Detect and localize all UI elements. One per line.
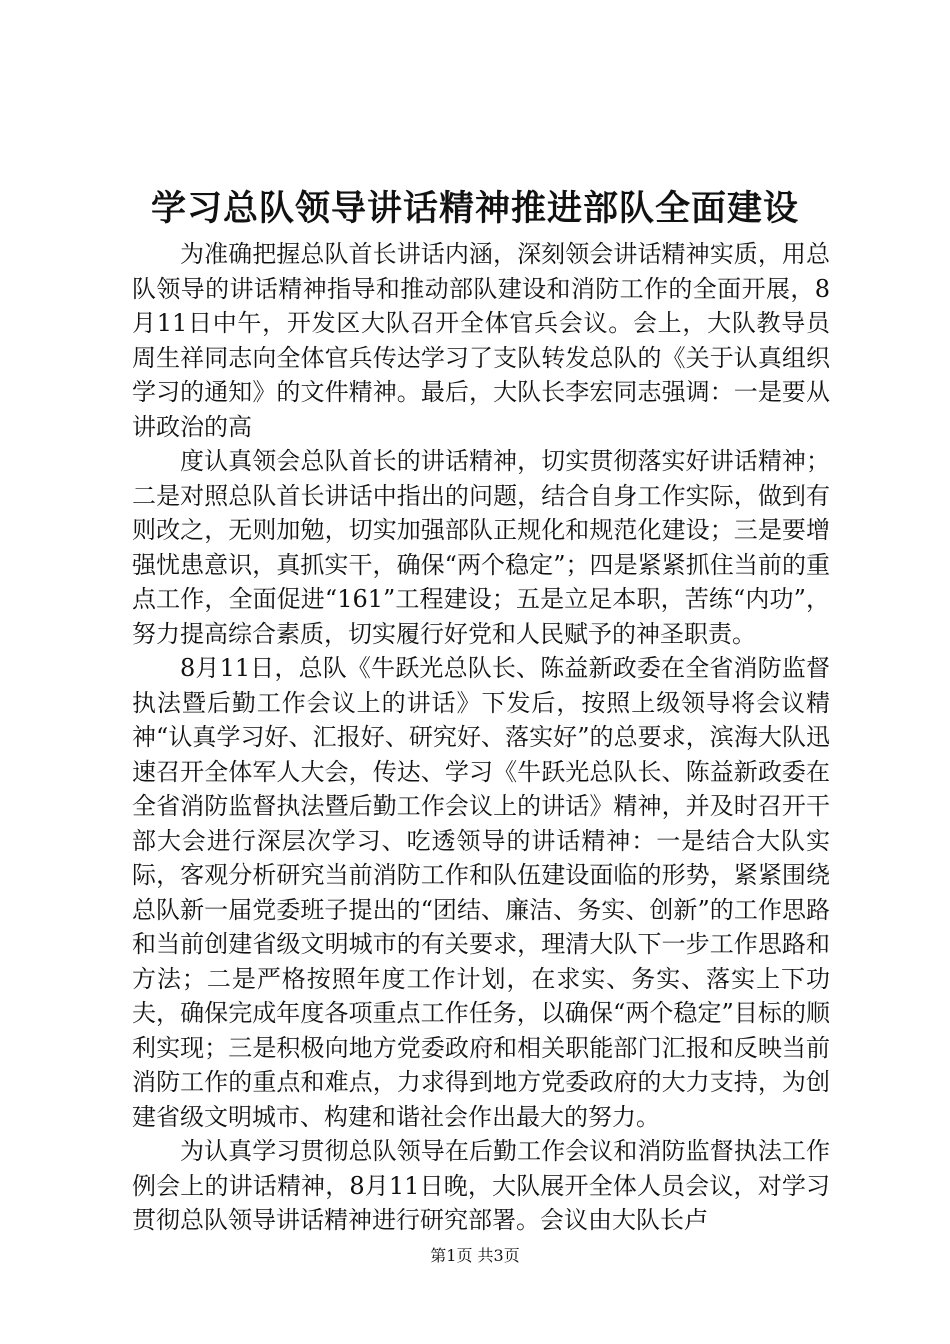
paragraph: 为认真学习贯彻总队领导在后勤工作会议和消防监督执法工作例会上的讲话精神，8月11日晚，大队展开全体人员会议，对学习贯彻总队领导讲话精神进行研究部署。会议由大队长卢: [132, 1137, 830, 1234]
paragraph: 8月11日，总队《牛跃光总队长、陈益新政委在全省消防监督执法暨后勤工作会议上的讲话》下发后，按照上级领导将会议精神“认真学习好、汇报好、研究好、落实好”的总要求，滨海大队迅速召开全体军人大会，传达、学习《牛跃光总队长、陈益新政委在全省消防监督执法暨后勤工作会议上的讲话》精神，并及时召开干部大会进行深层次学习、吃透领导的讲话精神：一是结合大队实际，客观分析研究当前消防工作和队伍建设面临的形势，紧紧围绕总队新一届党委班子提出的“团结、廉洁、务实、创新”的工作思路和当前创建省级文明城市的有关要求，理清大队下一步工作思路和方法；二是严格按照年度工作计划，在求实、务实、落实上下功夫，确保完成年度各项重点工作任务，以确保“两个稳定”目标的顺利实现；三是积极向地方党委政府和相关职能部门汇报和反映当前消防工作的重点和难点，力求得到地方党委政府的大力支持，为创建省级文明城市、构建和谐社会作出最大的努力。: [132, 654, 830, 1131]
paragraph: 度认真领会总队首长的讲话精神，切实贯彻落实好讲话精神；二是对照总队首长讲话中指出的问题，结合自身工作实际，做到有则改之，无则加勉，切实加强部队正规化和规范化建设；三是要增强忧患意识，真抓实干，确保“两个稳定”；四是紧紧抓住当前的重点工作，全面促进“161”工程建设；五是立足本职，苦练“内功”，努力提高综合素质，切实履行好党和人民赋予的神圣职责。: [132, 447, 830, 648]
page-number-footer: 第1页 共3页: [430, 1246, 520, 1265]
paragraph: 为准确把握总队首长讲话内涵，深刻领会讲话精神实质，用总队领导的讲话精神指导和推动部队建设和消防工作的全面开展，8月11日中午，开发区大队召开全体官兵会议。会上，大队教导员周生祥同志向全体官兵传达学习了支队转发总队的《关于认真组织学习的通知》的文件精神。最后，大队长李宏同志强调：一是要从讲政治的高: [132, 240, 830, 441]
document-body: [132, 237, 830, 1238]
document-title: 学习总队领导讲话精神推进部队全面建设: [150, 188, 799, 229]
